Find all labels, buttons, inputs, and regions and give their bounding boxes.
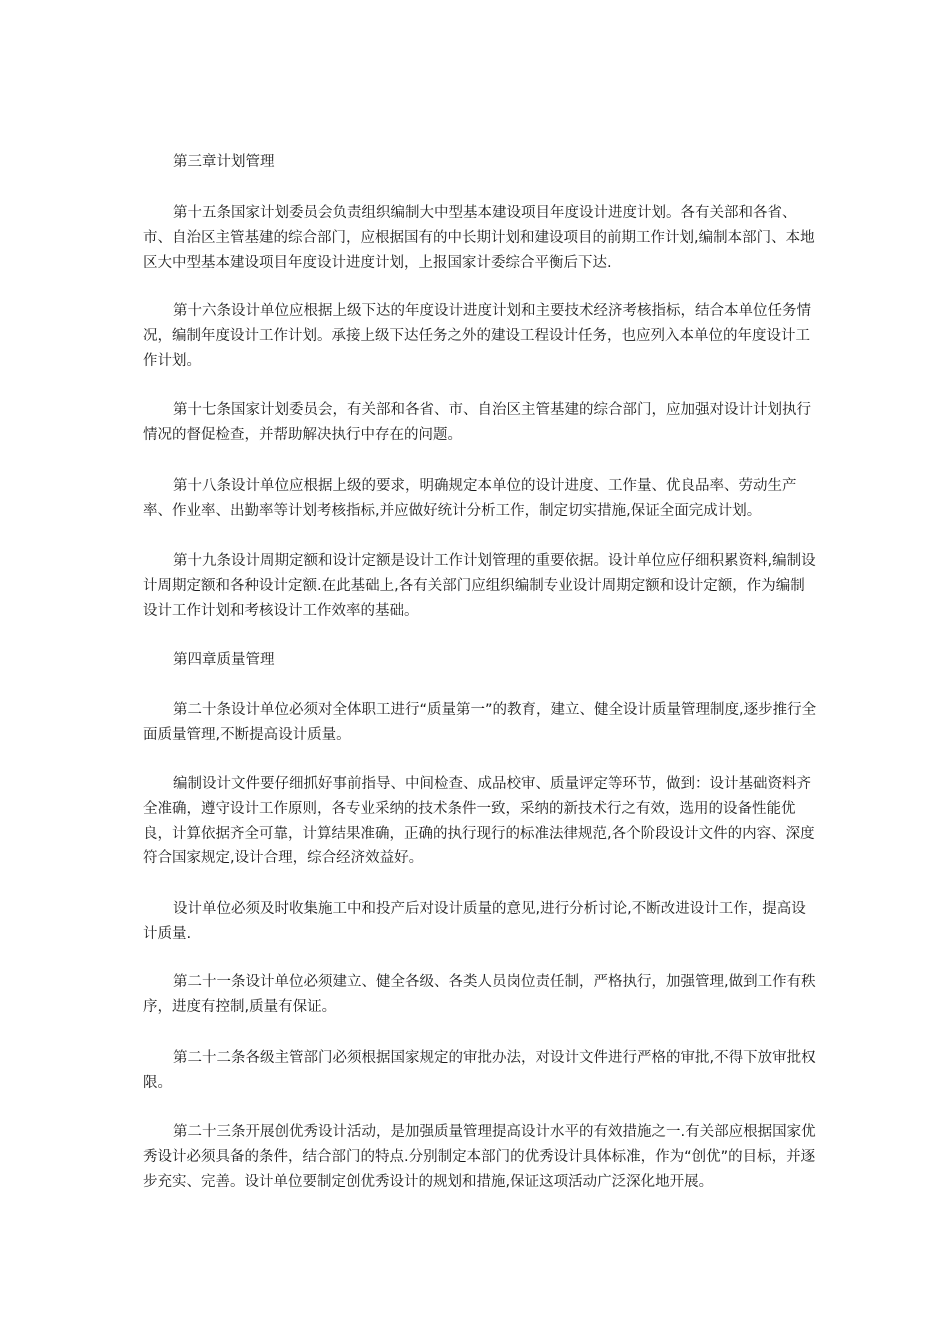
article-23-paragraph: 第二十三条开展创优秀设计活动，是加强质量管理提高设计水平的有效措施之一.有关部应根据国家优秀设计必须具备的条件，结合部门的特点.分别制定本部门的优秀设计具体标准，作为“创优”的目标，并逐步充实、完善。设计单位要制定创优秀设计的规划和措施,保证这项活动广泛深化地开展。 <box>143 1124 816 1190</box>
article-20-paragraph: 第二十条设计单位必须对全体职工进行“质量第一”的教育，建立、健全设计质量管理制度,逐步推行全面质量管理,不断提高设计质量。 <box>143 702 817 743</box>
article-21-paragraph: 第二十一条设计单位必须建立、健全各级、各类人员岗位责任制，严格执行，加强管理,做到工作有秩序，进度有控制,质量有保证。 <box>143 974 816 1015</box>
chapter-4-heading: 第四章质量管理 <box>173 652 275 668</box>
article-19-paragraph: 第十九条设计周期定额和设计定额是设计工作计划管理的重要依据。设计单位应仔细积累资料,编制设计周期定额和各种设计定额.在此基础上,各有关部门应组织编制专业设计周期定额和设计定额，作为编制设计工作计划和考核设计工作效率的基础。 <box>143 553 816 619</box>
design-documents-paragraph: 编制设计文件要仔细抓好事前指导、中间检查、成品校审、质量评定等环节，做到：设计基础资料齐全准确，遵守设计工作原则，各专业采纳的技术条件一致，采纳的新技术行之有效，选用的设备性能优良，计算依据齐全可靠，计算结果准确，正确的执行现行的标准法律规范,各个阶段设计文件的内容、深度符合国家规定,设计合理，综合经济效益好。 <box>143 776 815 867</box>
article-16-paragraph: 第十六条设计单位应根据上级下达的年度设计进度计划和主要技术经济考核指标，结合本单位任务情况，编制年度设计工作计划。承接上级下达任务之外的建设工程设计任务，也应列入本单位的年度设计工作计划。 <box>143 303 811 369</box>
design-feedback-paragraph: 设计单位必须及时收集施工中和投产后对设计质量的意见,进行分析讨论,不断改进设计工作，提高设计质量. <box>143 901 806 942</box>
article-18-paragraph: 第十八条设计单位应根据上级的要求，明确规定本单位的设计进度、工作量、优良品率、劳动生产率、作业率、出勤率等计划考核指标,并应做好统计分析工作，制定切实措施,保证全面完成计划。 <box>143 478 797 519</box>
article-15-paragraph: 第十五条国家计划委员会负责组织编制大中型基本建设项目年度设计进度计划。各有关部和各省、市、自治区主管基建的综合部门，应根据国有的中长期计划和建设项目的前期工作计划,编制本部门、本地区大中型基本建设项目年度设计进度计划，上报国家计委综合平衡后下达. <box>143 205 815 271</box>
chapter-3-heading: 第三章计划管理 <box>173 154 275 170</box>
article-22-paragraph: 第二十二条各级主管部门必须根据国家规定的审批办法，对设计文件进行严格的审批,不得下放审批权限。 <box>143 1050 816 1091</box>
article-17-paragraph: 第十七条国家计划委员会，有关部和各省、市、自治区主管基建的综合部门，应加强对设计计划执行情况的督促检查，并帮助解决执行中存在的问题。 <box>143 402 811 443</box>
